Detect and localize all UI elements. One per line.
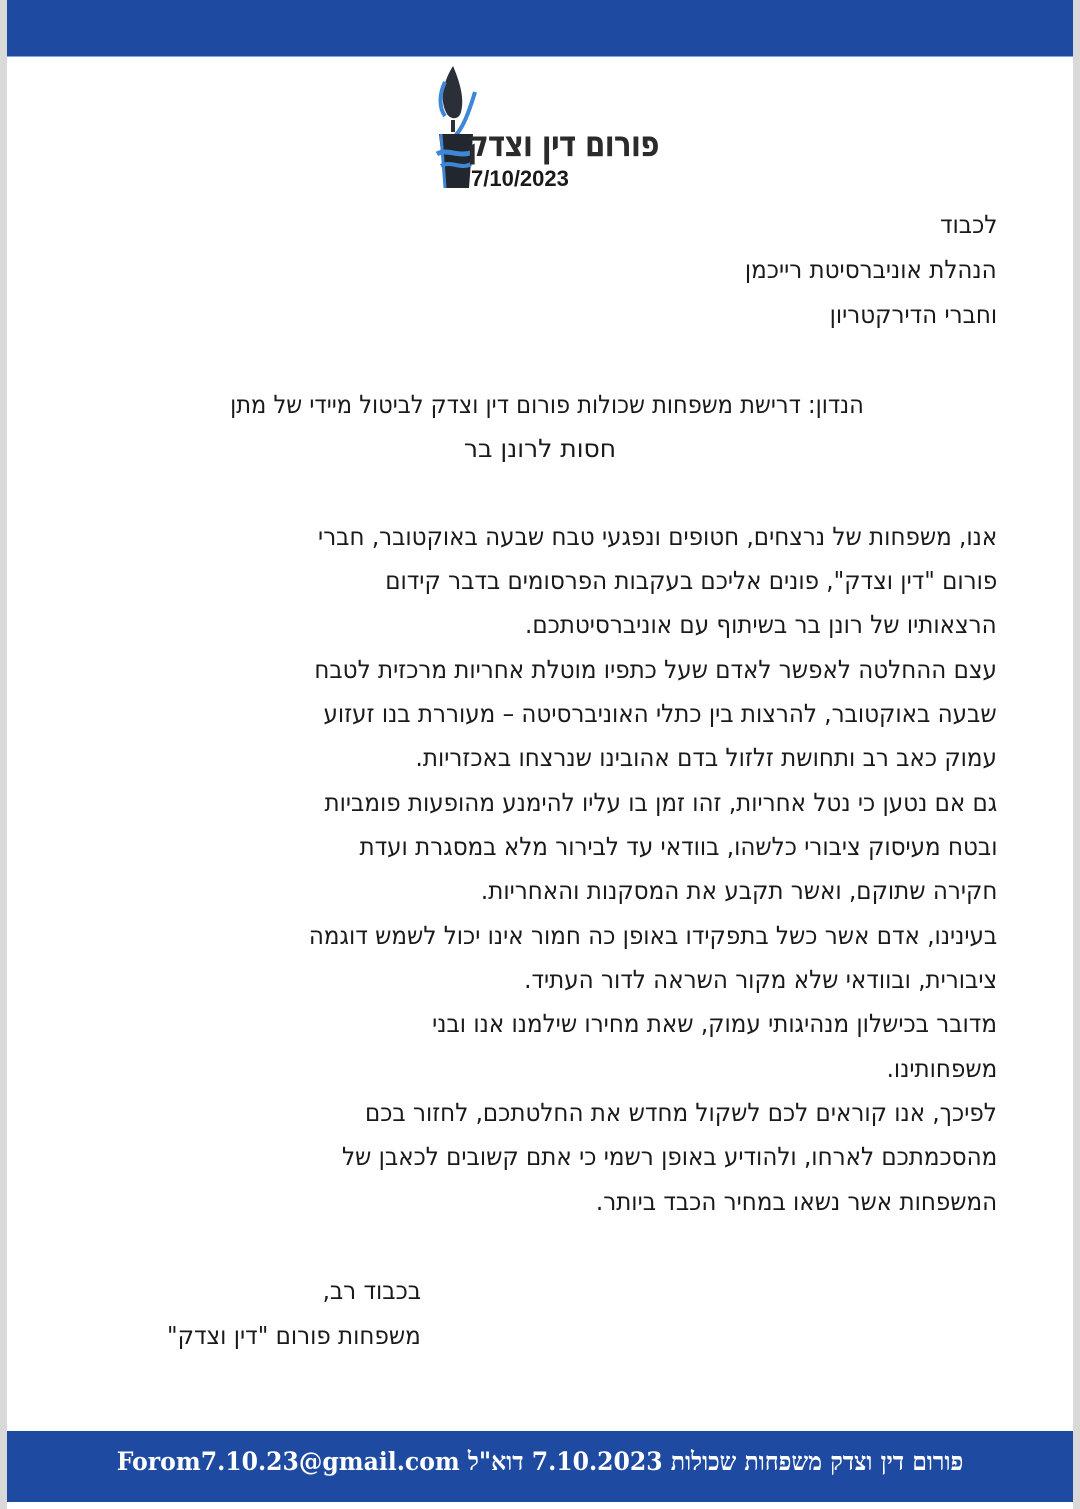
signature-name: משפחות פורום "דין וצדק"	[167, 1321, 421, 1350]
body-line: הרצאותיו של רונן בר בשיתוף עם אוניברסיטתכם.	[525, 610, 997, 639]
body-line: לפיכך, אנו קוראים לכם לשקול מחדש את החלטתכם, לחזור בכם	[365, 1098, 997, 1127]
body-line: המשפחות אשר נשאו במחיר הכבד ביותר.	[595, 1187, 997, 1216]
header-bar	[7, 0, 1073, 57]
body-line: משפחותינו.	[886, 1054, 997, 1083]
body-line: מהסכמתכם לארחו, ולהודיע באופן רשמי כי אתם קשובים לכאבן של	[341, 1142, 997, 1171]
footer-contact: פורום דין וצדק משפחות שכולות 7.10.2023 דוא"ל Forom7.10.23@gmail.com	[116, 1447, 964, 1476]
body-line: עצם ההחלטה לאפשר לאדם שעל כתפיו מוטלת אחריות מרכזית לטבח	[314, 655, 997, 684]
body-line: גם אם נטען כי נטל אחריות, זהו זמן בו עליו להימנע מהופעות פומביות	[324, 788, 997, 817]
body-line: עמוק כאב רב ותחושת זלזול בדם אהובינו שנרצחו באכזריות.	[415, 743, 997, 772]
body-line: ציבורית, ובוודאי שלא מקור השראה לדור העתיד.	[523, 965, 997, 994]
addressee-line: הנהלת אוניברסיטת רייכמן	[745, 255, 997, 284]
signature-closing: בכבוד רב,	[322, 1276, 421, 1305]
addressee-line: וחברי הדירקטריון	[829, 300, 997, 329]
subject-line: חסות לרונן בר	[463, 434, 617, 463]
body-line: ובטח מעיסוק ציבורי כלשהו, בוודאי עד לבירור מלא במסגרת ועדת	[358, 832, 997, 861]
body-line: פורום "דין וצדק", פונים אליכם בעקבות הפרסומים בדבר קידום	[384, 566, 997, 595]
subject-line: הנדון: דרישת משפחות שכולות פורום דין וצדק לביטול מיידי של מתן	[230, 390, 864, 419]
logo-title: פורום דין וצדק	[467, 124, 659, 165]
body-line: מדובר בכישלון מנהיגותי עמוק, שאת מחירו שילמנו אנו ובני	[432, 1009, 997, 1038]
letter-page	[7, 0, 1073, 1509]
addressee-line: לכבוד	[939, 210, 997, 239]
body-line: שבעה באוקטובר, להרצות בין כתלי האוניברסיטה – מעוררת בנו זעזוע	[323, 699, 997, 728]
forum-logo	[425, 62, 665, 192]
logo-date: 7/10/2023	[471, 166, 569, 191]
body-line: אנו, משפחות של נרצחים, חטופים ונפגעי טבח שבעה באוקטובר, חברי	[317, 522, 997, 551]
body-line: חקירה שתוקם, ואשר תקבע את המסקנות והאחריות.	[480, 876, 997, 905]
body-line: בעינינו, אדם אשר כשל בתפקידו באופן כה חמור אינו יכול לשמש דוגמה	[308, 921, 997, 950]
footer-bar	[7, 1431, 1073, 1502]
